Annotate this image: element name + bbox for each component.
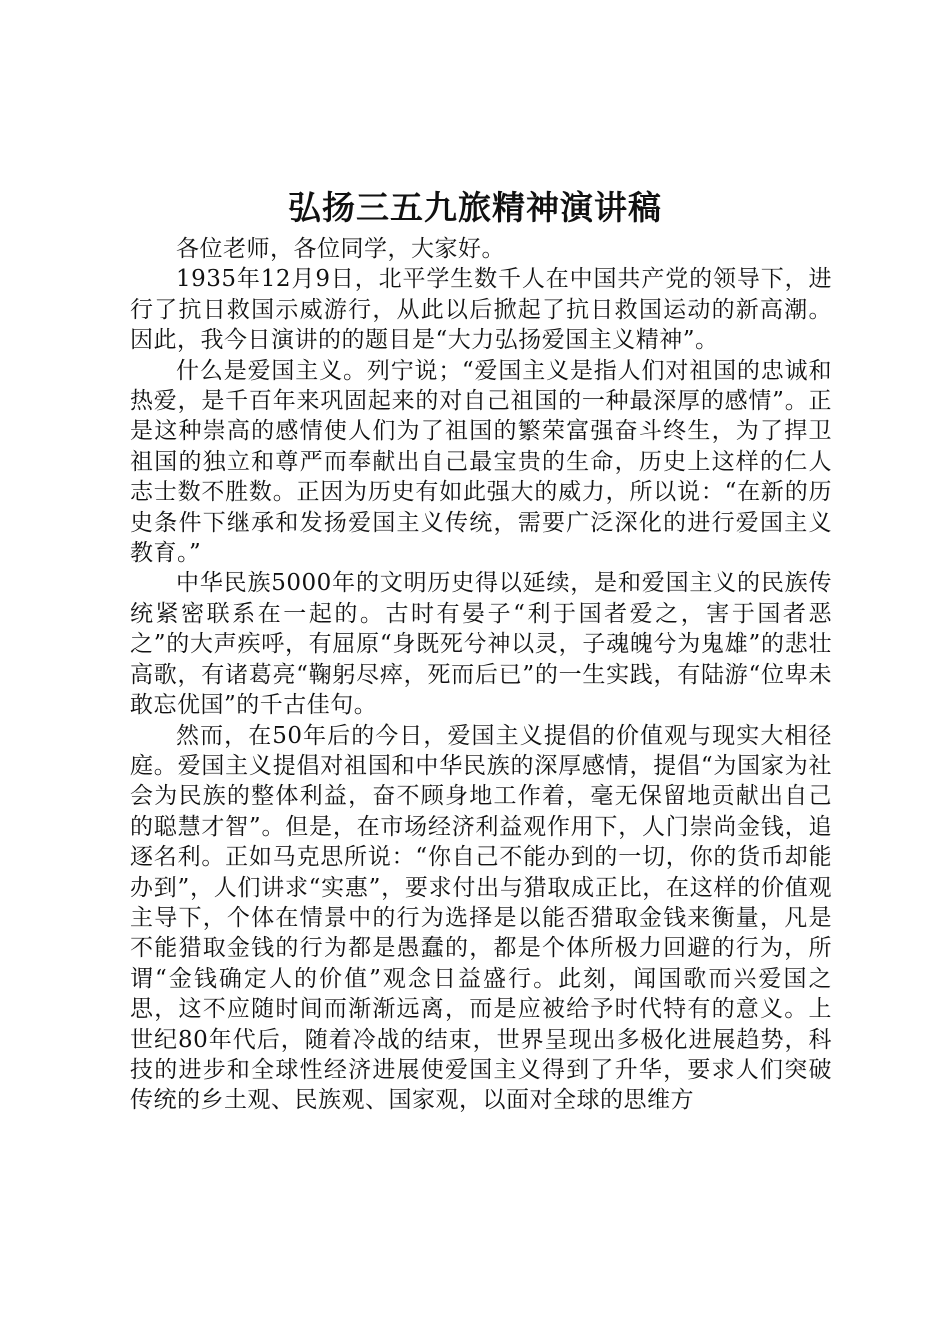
- paragraph-greeting: 各位老师，各位同学，大家好。: [176, 236, 505, 262]
- paragraph-definition: 什么是爱国主义。列宁说；“爱国主义是指人们对祖国的忠诚和热爱，是千百年来巩固起来的对自己祖国的一种最深厚的感情”。正是这种崇高的感情使人们为了祖国的繁荣富强奋斗终生，为了捍卫祖国的独立和尊严而奉献出自己最宝贵的生命，历史上这样的仁人志士数不胜数。正因为历史有如此强大的威力，所以说：“在新的历史条件下继承和发扬爱国主义传统，需要广泛深化的进行爱国主义教育。”: [130, 357, 832, 567]
- paragraph-tradition: 中华民族5000年的文明历史得以延续，是和爱国主义的民族传统紧密联系在一起的。古时有晏子“利于国者爱之，害于国者恶之”的大声疾呼，有屈原“身既死兮神以灵，子魂魄兮为鬼雄”的悲壮高歌，有诸葛亮“鞠躬尽瘁，死而后已”的一生实践，有陆游“位卑未敢忘优国”的千古佳句。: [130, 570, 832, 719]
- document-body: [130, 234, 832, 1116]
- paragraph-modern-values: 然而，在50年后的今日，爱国主义提倡的价值观与现实大相径庭。爱国主义提倡对祖国和中华民族的深厚感情，提倡“为国家为社会为民族的整体利益，奋不顾身地工作着，毫无保留地贡献出自己的聪慧才智”。但是，在市场经济利益观作用下，人门崇尚金钱，追逐名利。正如马克思所说：“你自己不能办到的一切，你的货币却能办到”，人们讲求“实惠”，要求付出与猎取成正比，在这样的价值观主导下，个体在情景中的行为选择是以能否猎取金钱来衡量，凡是不能猎取金钱的行为都是愚蠢的，都是个体所极力回避的行为，所谓“金钱确定人的价值”观念日益盛行。此刻，闻国歌而兴爱国之思，这不应随时间而渐渐远离，而是应被给予时代特有的意义。上世纪80年代后，随着冷战的结束，世界呈现出多极化进展趋势，科技的进步和全球性经济进展使爱国主义得到了升华，要求人们突破传统的乡土观、民族观、国家观，以面对全球的思维方: [130, 722, 832, 1114]
- paragraph-history: 1935年12月9日，北平学生数千人在中国共产党的领导下，进行了抗日救国示威游行，从此以后掀起了抗日救国运动的新高潮。因此，我今日演讲的的题目是“大力弘扬爱国主义精神”。: [130, 266, 832, 354]
- document-title: 弘扬三五九旅精神演讲稿: [288, 188, 662, 227]
